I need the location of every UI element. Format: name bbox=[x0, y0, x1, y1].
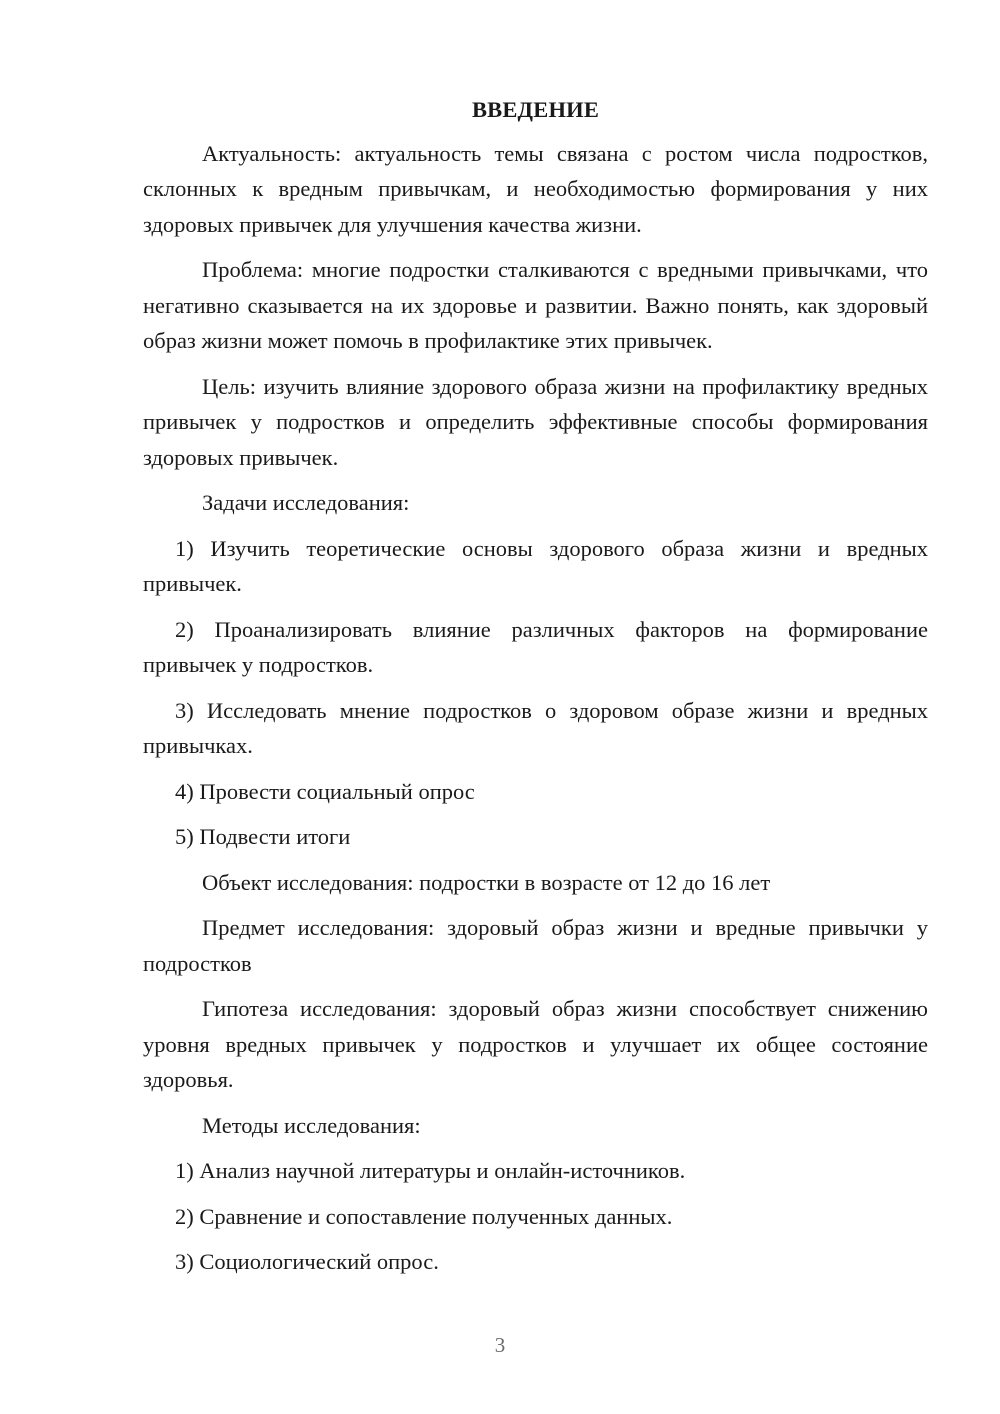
methods-heading: Методы исследования: bbox=[202, 1112, 421, 1138]
document-title: ВВЕДЕНИЕ bbox=[471, 97, 600, 122]
task-item-3: 3) Исследовать мнение подростков о здоровом образе жизни и вредных привычках. bbox=[143, 697, 928, 758]
page-number: 3 bbox=[494, 1333, 506, 1357]
research-hypothesis: Гипотеза исследования: здоровый образ жизни способствует снижению уровня вредных привычек у подростков и улучшает их общее состояние здоровья. bbox=[143, 996, 928, 1092]
research-object: Объект исследования: подростки в возрасте от 12 до 16 лет bbox=[202, 869, 771, 895]
research-subject: Предмет исследования: здоровый образ жизни и вредные привычки у подростков bbox=[143, 915, 928, 976]
task-item-1: 1) Изучить теоретические основы здорового образа жизни и вредных привычек. bbox=[143, 535, 928, 596]
method-item-2: 2) Сравнение и сопоставление полученных данных. bbox=[175, 1203, 673, 1229]
problem-paragraph: Проблема: многие подростки сталкиваются с вредными привычками, что негативно сказывается на их здоровье и развитии. Важно понять, как здоровый образ жизни может помочь в профилактике этих привычек. bbox=[143, 257, 928, 353]
task-item-2: 2) Проанализировать влияние различных факторов на формирование привычек у подростков. bbox=[143, 616, 928, 677]
goal-paragraph: Цель: изучить влияние здорового образа жизни на профилактику вредных привычек у подростков и определить эффективные способы формирования здоровых привычек. bbox=[143, 373, 928, 470]
task-item-4: 4) Провести социальный опрос bbox=[175, 778, 475, 804]
tasks-heading: Задачи исследования: bbox=[202, 490, 410, 515]
task-item-5: 5) Подвести итоги bbox=[175, 824, 351, 849]
document-page bbox=[143, 92, 928, 1290]
method-item-3: 3) Социологический опрос. bbox=[175, 1249, 439, 1274]
relevance-paragraph: Актуальность: актуальность темы связана с ростом числа подростков, склонных к вредным привычкам, и необходимостью формирования у них здоровых привычек для улучшения качества жизни. bbox=[143, 140, 928, 237]
method-item-1: 1) Анализ научной литературы и онлайн-источников. bbox=[175, 1158, 686, 1183]
